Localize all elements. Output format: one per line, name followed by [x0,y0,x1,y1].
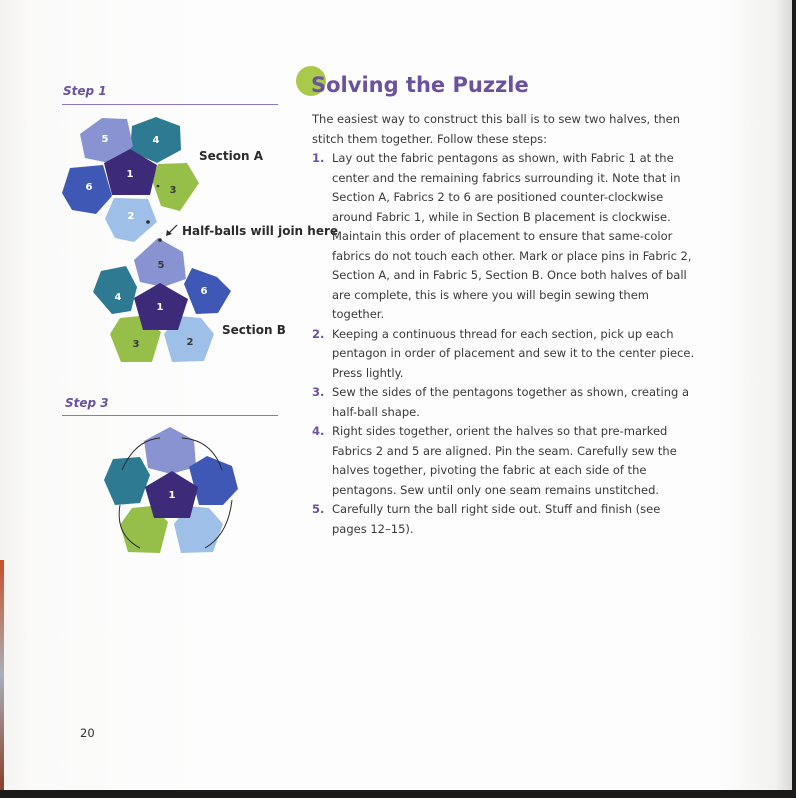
section-b-number-5: 5 [157,260,165,271]
step-text: Right sides together, orient the halves so that pre-marked Fabrics 2 and 5 are aligned. Pin the seam. Carefully sew the halves together, pivoting the fabric at each side of the pentagons. Sew until only one seam remains unstitched. [332,424,677,497]
step-number: 1. [312,151,325,165]
step-text: Sew the sides of the pentagons together as shown, creating a half-ball shape. [332,385,690,419]
section-a-number-5: 5 [101,134,109,145]
intro-paragraph: The easiest way to construct this ball is to sew two halves, then stitch them together. Follow these steps: [312,112,681,146]
adjacent-page-edge [0,560,4,790]
section-a-number-4: 4 [152,135,160,146]
section-a-number-1: 1 [126,169,134,180]
step-number: 5. [312,502,325,516]
section-b-number-6: 6 [200,286,208,297]
section-b-label: Section B [222,323,286,337]
join-label: Half-balls will join here [182,224,339,238]
section-a-number-3: 3 [169,185,177,196]
section-b-number-4: 4 [114,292,122,303]
step-1-label: Step 1 [63,84,107,98]
steps-list [312,149,697,539]
section-b-number-3: 3 [132,339,140,350]
section-a-label: Section A [199,149,263,163]
step-3-number-1: 1 [168,490,176,501]
step-item [312,149,697,325]
instructions [312,110,697,539]
step-3-pentagon-left [104,457,150,505]
section-a-number-2: 2 [127,211,135,222]
step-text: Lay out the fabric pentagons as shown, with Fabric 1 at the center and the remaining fabrics surrounding it. Note that in Section A, Fabrics 2 to 6 are positioned counter-clockwise around Fabric 1, while in Section B placement is clockwise. Maintain this order of placement to ensure that same-color fabrics do not touch each other. Mark or place pins in Fabric 2, Section A, and in Fabric 5, Section B. Once both halves of ball are complete, this is where you will begin sewing them together. [332,151,692,321]
step-3-diagram [0,0,300,560]
step-number: 4. [312,424,325,438]
section-b-number-1: 1 [156,302,164,313]
section-a-number-6: 6 [85,182,93,193]
step-3-pentagon-right [189,456,238,505]
step-number: 2. [312,326,325,341]
step-text: Carefully turn the ball right side out. Stuff and finish (see pages 12–15). [332,502,661,536]
step-3-label: Step 3 [65,396,109,410]
section-b-number-2: 2 [186,337,194,348]
step-3-pentagon-top [144,427,196,474]
page-number: 20 [80,726,95,740]
step-item [312,500,697,539]
step-item [312,325,697,384]
page-title: Solving the Puzzle [311,73,529,97]
step-item [312,422,697,500]
step-item [312,383,697,422]
step-number: 3. [312,385,325,399]
step-text: Keeping a continuous thread for each section, pick up each pentagon in order of placement and sew it to the center piece. Press lightly. [332,326,695,380]
